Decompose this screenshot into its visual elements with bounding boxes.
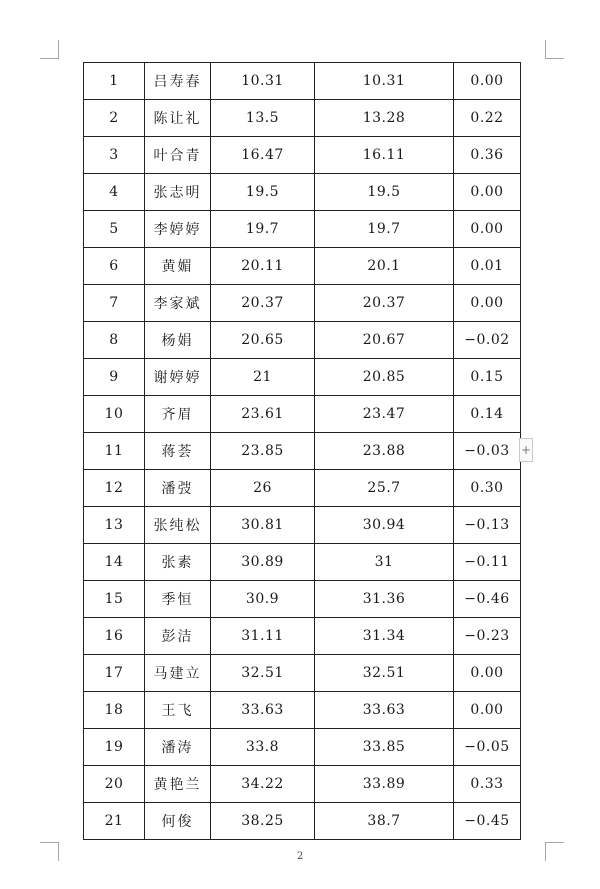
name-cell: 李家斌 <box>145 285 211 322</box>
row-number-cell: 4 <box>84 174 145 211</box>
value-2-cell: 33.89 <box>315 766 454 803</box>
name-cell: 齐眉 <box>145 396 211 433</box>
name-cell: 张志明 <box>145 174 211 211</box>
row-number-cell: 19 <box>84 729 145 766</box>
value-1-cell: 20.37 <box>211 285 315 322</box>
value-2-cell: 31.34 <box>315 618 454 655</box>
name-cell: 谢婷婷 <box>145 359 211 396</box>
difference-cell: 0.15 <box>454 359 521 396</box>
table-row <box>84 396 521 433</box>
table-row <box>84 211 521 248</box>
value-2-cell: 20.67 <box>315 322 454 359</box>
table-row <box>84 729 521 766</box>
difference-cell: −0.45 <box>454 803 521 840</box>
value-1-cell: 16.47 <box>211 137 315 174</box>
table-row <box>84 100 521 137</box>
value-2-cell: 20.1 <box>315 248 454 285</box>
table-row <box>84 63 521 100</box>
name-cell: 马建立 <box>145 655 211 692</box>
table-row <box>84 433 521 470</box>
row-number-cell: 5 <box>84 211 145 248</box>
value-2-cell: 19.5 <box>315 174 454 211</box>
row-number-cell: 15 <box>84 581 145 618</box>
value-2-cell: 31.36 <box>315 581 454 618</box>
name-cell: 李婷婷 <box>145 211 211 248</box>
table-row <box>84 618 521 655</box>
row-number-cell: 21 <box>84 803 145 840</box>
value-2-cell: 25.7 <box>315 470 454 507</box>
difference-cell: 0.00 <box>454 285 521 322</box>
table-row <box>84 322 521 359</box>
name-cell: 何俊 <box>145 803 211 840</box>
table-row <box>84 137 521 174</box>
difference-cell: 0.33 <box>454 766 521 803</box>
data-table <box>83 62 521 840</box>
difference-cell: 0.00 <box>454 174 521 211</box>
name-cell: 蒋荟 <box>145 433 211 470</box>
value-1-cell: 30.89 <box>211 544 315 581</box>
page-corner-mark-top-right <box>545 40 564 59</box>
table-row <box>84 285 521 322</box>
row-number-cell: 11 <box>84 433 145 470</box>
name-cell: 吕寿春 <box>145 63 211 100</box>
value-1-cell: 19.7 <box>211 211 315 248</box>
difference-cell: −0.46 <box>454 581 521 618</box>
value-1-cell: 32.51 <box>211 655 315 692</box>
row-number-cell: 1 <box>84 63 145 100</box>
value-1-cell: 34.22 <box>211 766 315 803</box>
value-2-cell: 38.7 <box>315 803 454 840</box>
row-number-cell: 6 <box>84 248 145 285</box>
row-number-cell: 14 <box>84 544 145 581</box>
table-row <box>84 692 521 729</box>
row-number-cell: 8 <box>84 322 145 359</box>
difference-cell: −0.13 <box>454 507 521 544</box>
value-2-cell: 23.88 <box>315 433 454 470</box>
name-cell: 张素 <box>145 544 211 581</box>
row-number-cell: 18 <box>84 692 145 729</box>
value-1-cell: 30.81 <box>211 507 315 544</box>
row-number-cell: 7 <box>84 285 145 322</box>
add-row-button[interactable]: + <box>519 438 533 462</box>
value-1-cell: 20.65 <box>211 322 315 359</box>
value-1-cell: 38.25 <box>211 803 315 840</box>
value-2-cell: 10.31 <box>315 63 454 100</box>
table-row <box>84 803 521 840</box>
name-cell: 彭洁 <box>145 618 211 655</box>
difference-cell: 0.00 <box>454 211 521 248</box>
name-cell: 陈让礼 <box>145 100 211 137</box>
row-number-cell: 16 <box>84 618 145 655</box>
value-1-cell: 23.85 <box>211 433 315 470</box>
difference-cell: −0.02 <box>454 322 521 359</box>
table-row <box>84 766 521 803</box>
row-number-cell: 17 <box>84 655 145 692</box>
name-cell: 张纯松 <box>145 507 211 544</box>
value-1-cell: 13.5 <box>211 100 315 137</box>
row-number-cell: 3 <box>84 137 145 174</box>
value-1-cell: 23.61 <box>211 396 315 433</box>
table-row <box>84 174 521 211</box>
value-1-cell: 20.11 <box>211 248 315 285</box>
row-number-cell: 2 <box>84 100 145 137</box>
page-number: 2 <box>296 851 304 862</box>
value-1-cell: 26 <box>211 470 315 507</box>
value-2-cell: 13.28 <box>315 100 454 137</box>
difference-cell: −0.11 <box>454 544 521 581</box>
table-row <box>84 507 521 544</box>
value-2-cell: 20.37 <box>315 285 454 322</box>
value-2-cell: 20.85 <box>315 359 454 396</box>
difference-cell: −0.03 <box>454 433 521 470</box>
value-1-cell: 30.9 <box>211 581 315 618</box>
data-table-body <box>84 63 521 840</box>
difference-cell: 0.01 <box>454 248 521 285</box>
name-cell: 叶合青 <box>145 137 211 174</box>
name-cell: 季恒 <box>145 581 211 618</box>
value-1-cell: 10.31 <box>211 63 315 100</box>
table-row <box>84 248 521 285</box>
table-row <box>84 581 521 618</box>
name-cell: 潘涛 <box>145 729 211 766</box>
difference-cell: 0.36 <box>454 137 521 174</box>
table-row <box>84 544 521 581</box>
value-2-cell: 30.94 <box>315 507 454 544</box>
table-row <box>84 655 521 692</box>
value-1-cell: 33.63 <box>211 692 315 729</box>
difference-cell: 0.30 <box>454 470 521 507</box>
value-2-cell: 33.85 <box>315 729 454 766</box>
difference-cell: −0.23 <box>454 618 521 655</box>
difference-cell: 0.00 <box>454 692 521 729</box>
name-cell: 黄艳兰 <box>145 766 211 803</box>
name-cell: 黄媚 <box>145 248 211 285</box>
value-2-cell: 32.51 <box>315 655 454 692</box>
value-2-cell: 33.63 <box>315 692 454 729</box>
value-2-cell: 19.7 <box>315 211 454 248</box>
value-2-cell: 16.11 <box>315 137 454 174</box>
table-row <box>84 470 521 507</box>
difference-cell: −0.05 <box>454 729 521 766</box>
value-1-cell: 21 <box>211 359 315 396</box>
value-2-cell: 23.47 <box>315 396 454 433</box>
difference-cell: 0.22 <box>454 100 521 137</box>
row-number-cell: 9 <box>84 359 145 396</box>
value-1-cell: 19.5 <box>211 174 315 211</box>
value-1-cell: 33.8 <box>211 729 315 766</box>
value-2-cell: 31 <box>315 544 454 581</box>
page-corner-mark-top-left <box>40 40 59 59</box>
name-cell: 王飞 <box>145 692 211 729</box>
row-number-cell: 20 <box>84 766 145 803</box>
table-row <box>84 359 521 396</box>
value-1-cell: 31.11 <box>211 618 315 655</box>
difference-cell: 0.14 <box>454 396 521 433</box>
difference-cell: 0.00 <box>454 63 521 100</box>
difference-cell: 0.00 <box>454 655 521 692</box>
row-number-cell: 12 <box>84 470 145 507</box>
row-number-cell: 10 <box>84 396 145 433</box>
name-cell: 潘弢 <box>145 470 211 507</box>
row-number-cell: 13 <box>84 507 145 544</box>
name-cell: 杨娟 <box>145 322 211 359</box>
